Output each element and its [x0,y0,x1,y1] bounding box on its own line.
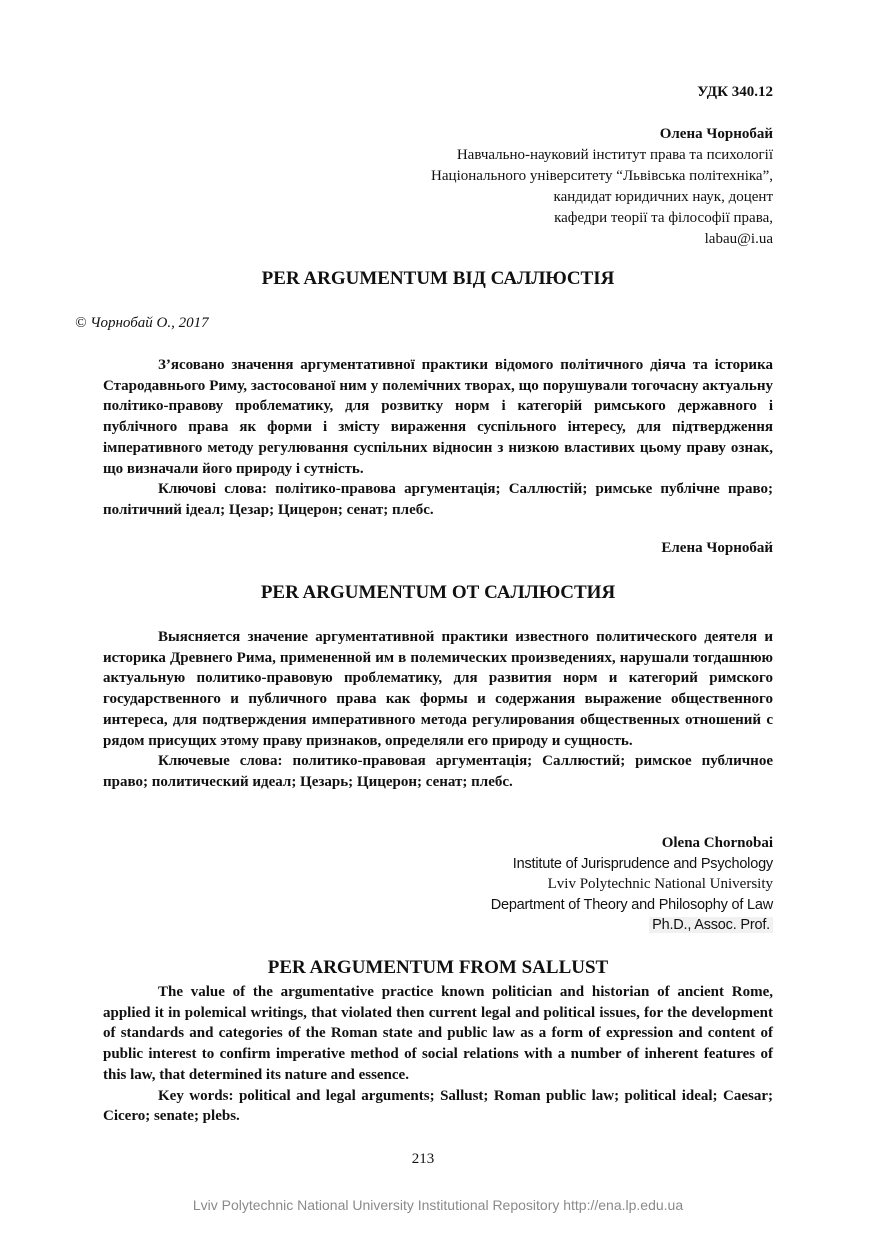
en-author-name: Olena Chornobai [661,835,773,851]
en-author-department: Department of Theory and Philosophy of Law [490,896,773,913]
uk-author-block [431,124,773,250]
uk-abstract-block [103,355,773,521]
en-author-block [491,833,773,936]
uk-author-affiliation-line: Національного університету “Львівська політехніка”, [431,168,773,184]
uk-author-name: Олена Чорнобай [659,126,773,142]
uk-abstract: З’ясовано значення аргументативної практики відомого політичного діяча та історика Стародавнього Риму, застосованої ним у полемічних творах, що порушували тогочасну актуальну політико-правову проблематику, для розвитку норм і категорій римського державного і публічного права як форми і змісту вираження суспільного інтересу, для підтвердження імперативного методу регулювання суспільних відносин з низкою властивих цьому праву ознак, що визначали його природу і сутність. [103,357,773,477]
ru-author-name: Елена Чорнобай [661,540,773,556]
udk-code: УДК 340.12 [697,84,773,100]
ru-title: PER ARGUMENTUM ОТ САЛЛЮСТИЯ [260,582,616,603]
en-abstract-block [103,982,773,1127]
en-author-institute: Institute of Jurisprudence and Psychology [512,855,773,872]
en-abstract: The value of the argumentative practice known politician and historian of ancient Rome, applied it in polemical writings, that violated then current legal and political issues, for the development of standards and categories of the Roman state and public law as a form of expression and content of public interest to confirm imperative method of social relations with a number of inherent features of this law, that determined its nature and essence. [103,984,773,1083]
ru-abstract-block [103,627,773,793]
uk-title: PER ARGUMENTUM ВІД САЛЛЮСТІЯ [261,268,615,289]
uk-keywords: Ключові слова: політико-правова аргументація; Саллюстій; римське публічне право; політичний ідеал; Цезар; Цицерон; сенат; плебс. [103,481,773,518]
repository-footer: Lviv Polytechnic National University Institutional Repository http://ena.lp.edu.ua [192,1197,684,1213]
en-author-university: Lviv Polytechnic National University [547,876,773,892]
uk-author-affiliation-line: кандидат юридичних наук, доцент [553,189,773,205]
uk-author-affiliation-line: кафедри теорії та філософії права, [554,210,773,226]
en-author-degree: Ph.D., Assoc. Prof. [649,917,773,933]
ru-keywords: Ключевые слова: политико-правовая аргументація; Саллюстий; римское публичное право; политический идеал; Цезарь; Цицерон; сенат; плебс. [103,753,773,790]
en-title: PER ARGUMENTUM FROM SALLUST [267,957,609,978]
uk-author-affiliation-line: Навчально-науковий інститут права та психології [456,147,773,163]
copyright: © Чорнобай О., 2017 [75,315,209,331]
uk-author-email: labau@i.ua [704,231,773,247]
page-number: 213 [411,1151,435,1167]
ru-abstract: Выясняется значение аргументативной практики известного политического деятеля и историка Древнего Рима, примененной им в полемических произведениях, нарушали тогдашнюю актуальную политико-правовую проблематику, для развития норм и категорий римского государственного и публичного права как формы и содержания выражение общественного интереса, для подтверждения императивного метода регулирования общественных отношений с рядом присущих этому праву признаков, определяли его природу и сущность. [103,629,773,749]
en-keywords: Key words: political and legal arguments; Sallust; Roman public law; political ideal; Caesar; Cicero; senate; plebs. [103,1087,773,1125]
